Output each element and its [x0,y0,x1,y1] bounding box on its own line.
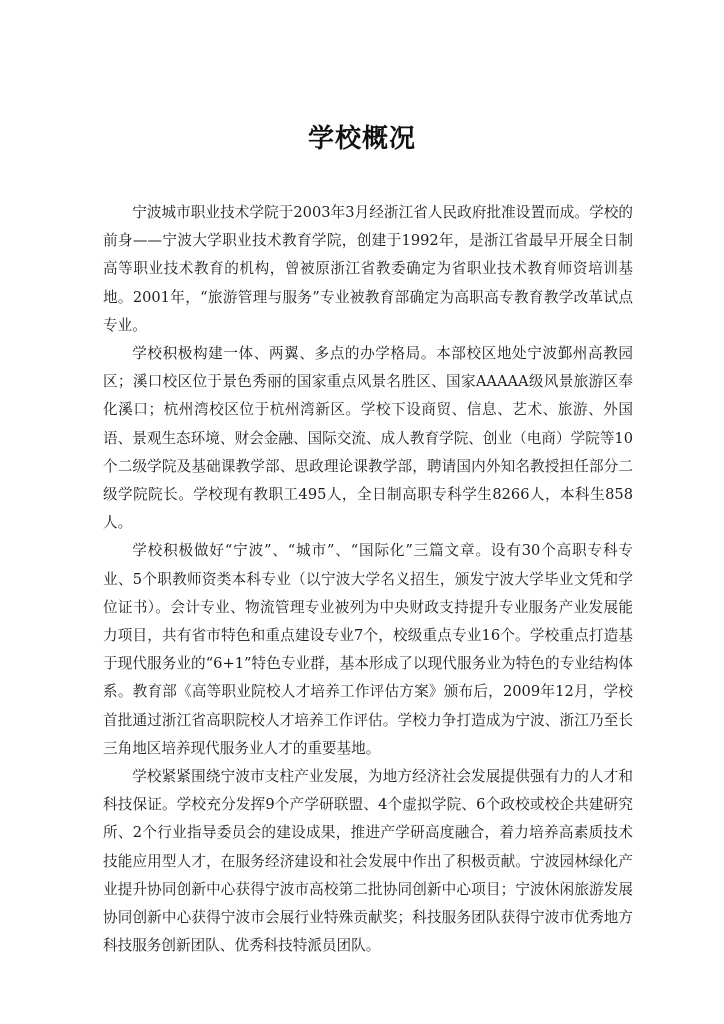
paragraph-majors: 学校积极做好“宁波”、“城市”、“国际化”三篇文章。设有30个高职专科专业、5个职教师资类本科专业（以宁波大学名义招生，颁发宁波大学毕业文凭和学位证书）。会计专业、物流管理专业被列为中央财政支持提升专业服务产业发展能力项目，共有省市特色和重点建设专业7个，校级重点专业16个。学校重点打造基于现代服务业的“6+1”特色专业群，基本形成了以现代服务业为特色的专业结构体系。教育部《高等职业院校人才培养工作评估方案》颁布后，2009年12月，学校首批通过浙江省高职院校人才培养工作评估。学校力争打造成为宁波、浙江乃至长三角地区培养现代服务业人才的重要基地。 [103,542,633,757]
paragraph-campuses: 学校积极构建一体、两翼、多点的办学格局。本部校区地处宁波鄞州高教园区；溪口校区位于景色秀丽的国家重点风景名胜区、国家AAAAA级风景旅游区奉化溪口；杭州湾校区位于杭州湾新区。学校下设商贸、信息、艺术、旅游、外国语、景观生态环境、财会金融、国际交流、成人教育学院、创业（电商）学院等10个二级学院及基础课教学部、思政理论课教学部，聘请国内外知名教授担任部分二级学院院长。学校现有教职工495人，全日制高职专科学生8266人，本科生858人。 [103,345,633,532]
paragraph-history: 宁波城市职业技术学院于2003年3月经浙江省人民政府批准设置而成。学校的前身——宁波大学职业技术教育学院，创建于1992年，是浙江省最早开展全日制高等职业技术教育的机构，曾被原浙江省教委确定为省职业技术教育师资培训基地。2001年，“旅游管理与服务”专业被教育部确定为高职高专教育教学改革试点专业。 [103,204,633,334]
page-title: 学校概况 [307,124,416,154]
document-body [103,199,633,960]
paragraph-service: 学校紧紧围绕宁波市支柱产业发展，为地方经济社会发展提供强有力的人才和科技保证。学校充分发挥9个产学研联盟、4个虚拟学院、6个政校或校企共建研究所、2个行业指导委员会的建设成果，推进产学研高度融合，着力培养高素质技术技能应用型人才，在服务经济建设和社会发展中作出了积极贡献。宁波园林绿化产业提升协同创新中心获得宁波市高校第二批协同创新中心项目；宁波休闲旅游发展协同创新中心获得宁波市会展行业特殊贡献奖；科技服务团队获得宁波市优秀地方科技服务创新团队、优秀科技特派员团队。 [103,768,633,955]
